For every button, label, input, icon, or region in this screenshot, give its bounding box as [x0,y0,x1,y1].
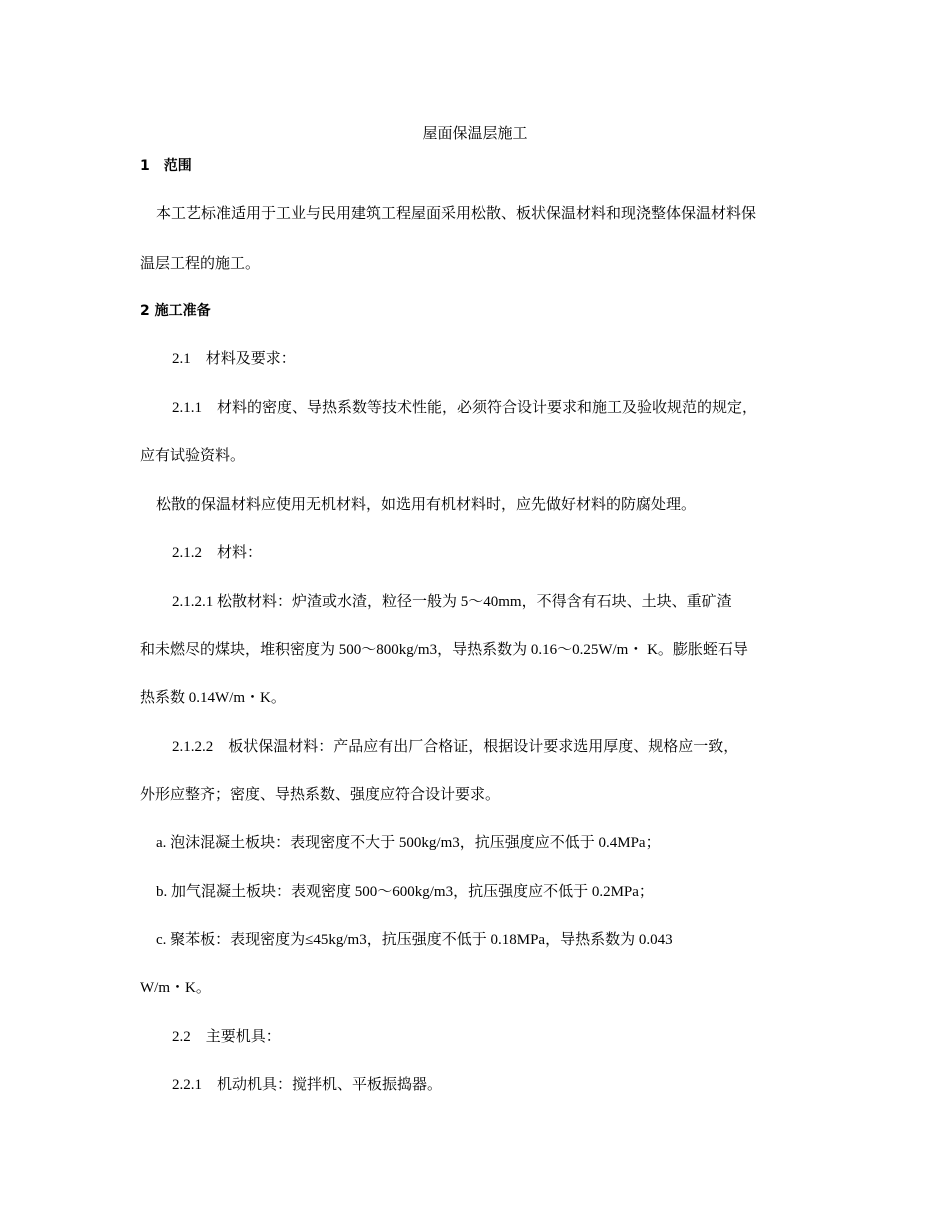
clause-2-2-1: 2.2.1 机动机具：搅拌机、平板振捣器。 [172,1077,443,1093]
clause-2-1-2-heading: 2.1.2 材料： [172,545,263,561]
clause-2-1-2-1-line-1: 2.1.2.1 松散材料：炉渣或水渣，粒径一般为 5～40mm，不得含有石块、土块、重矿渣 [172,594,732,610]
clause-2-1-2-2-line-2: 外形应整齐；密度、导热系数、强度应符合设计要求。 [140,787,501,803]
clause-2-1-2-1-line-3: 热系数 0.14W/m・K。 [140,690,286,706]
clause-2-1-1-line-2: 应有试验资料。 [140,448,246,464]
list-item-a: a. 泡沫混凝土板块：表现密度不大于 500kg/m3，抗压强度应不低于 0.4MPa； [156,835,661,851]
section-1-heading: 1 范围 [140,158,192,174]
clause-2-1-2-1-line-2: 和未燃尽的煤块，堆积密度为 500～800kg/m3，导热系数为 0.16～0.25W/m・ K。膨胀蛭石导 [140,642,748,658]
clause-2-1-2-2-line-1: 2.1.2.2 板状保温材料：产品应有出厂合格证，根据设计要求选用厚度、规格应一致， [172,739,739,755]
loose-material-note: 松散的保温材料应使用无机材料，如选用有机材料时，应先做好材料的防腐处理。 [156,497,697,513]
subsection-2-2-heading: 2.2 主要机具： [172,1029,281,1045]
list-item-c-line-1: c. 聚苯板：表现密度为≤45kg/m3，抗压强度不低于 0.18MPa，导热系数为 0.043 [156,932,673,948]
section-1-paragraph-line-2: 温层工程的施工。 [140,256,261,272]
section-1-paragraph-line-1: 本工艺标准适用于工业与民用建筑工程屋面采用松散、板状保温材料和现浇整体保温材料保 [156,206,757,222]
list-item-c-line-2: W/m・K。 [140,980,211,996]
list-item-b: b. 加气混凝土板块：表观密度 500～600kg/m3，抗压强度应不低于 0.2MPa； [156,884,654,900]
subsection-2-1-heading: 2.1 材料及要求： [172,351,296,367]
section-2-heading: 2 施工准备 [140,303,211,319]
page-title: 屋面保温层施工 [422,126,528,142]
clause-2-1-1-line-1: 2.1.1 材料的密度、导热系数等技术性能，必须符合设计要求和施工及验收规范的规定， [172,400,758,416]
